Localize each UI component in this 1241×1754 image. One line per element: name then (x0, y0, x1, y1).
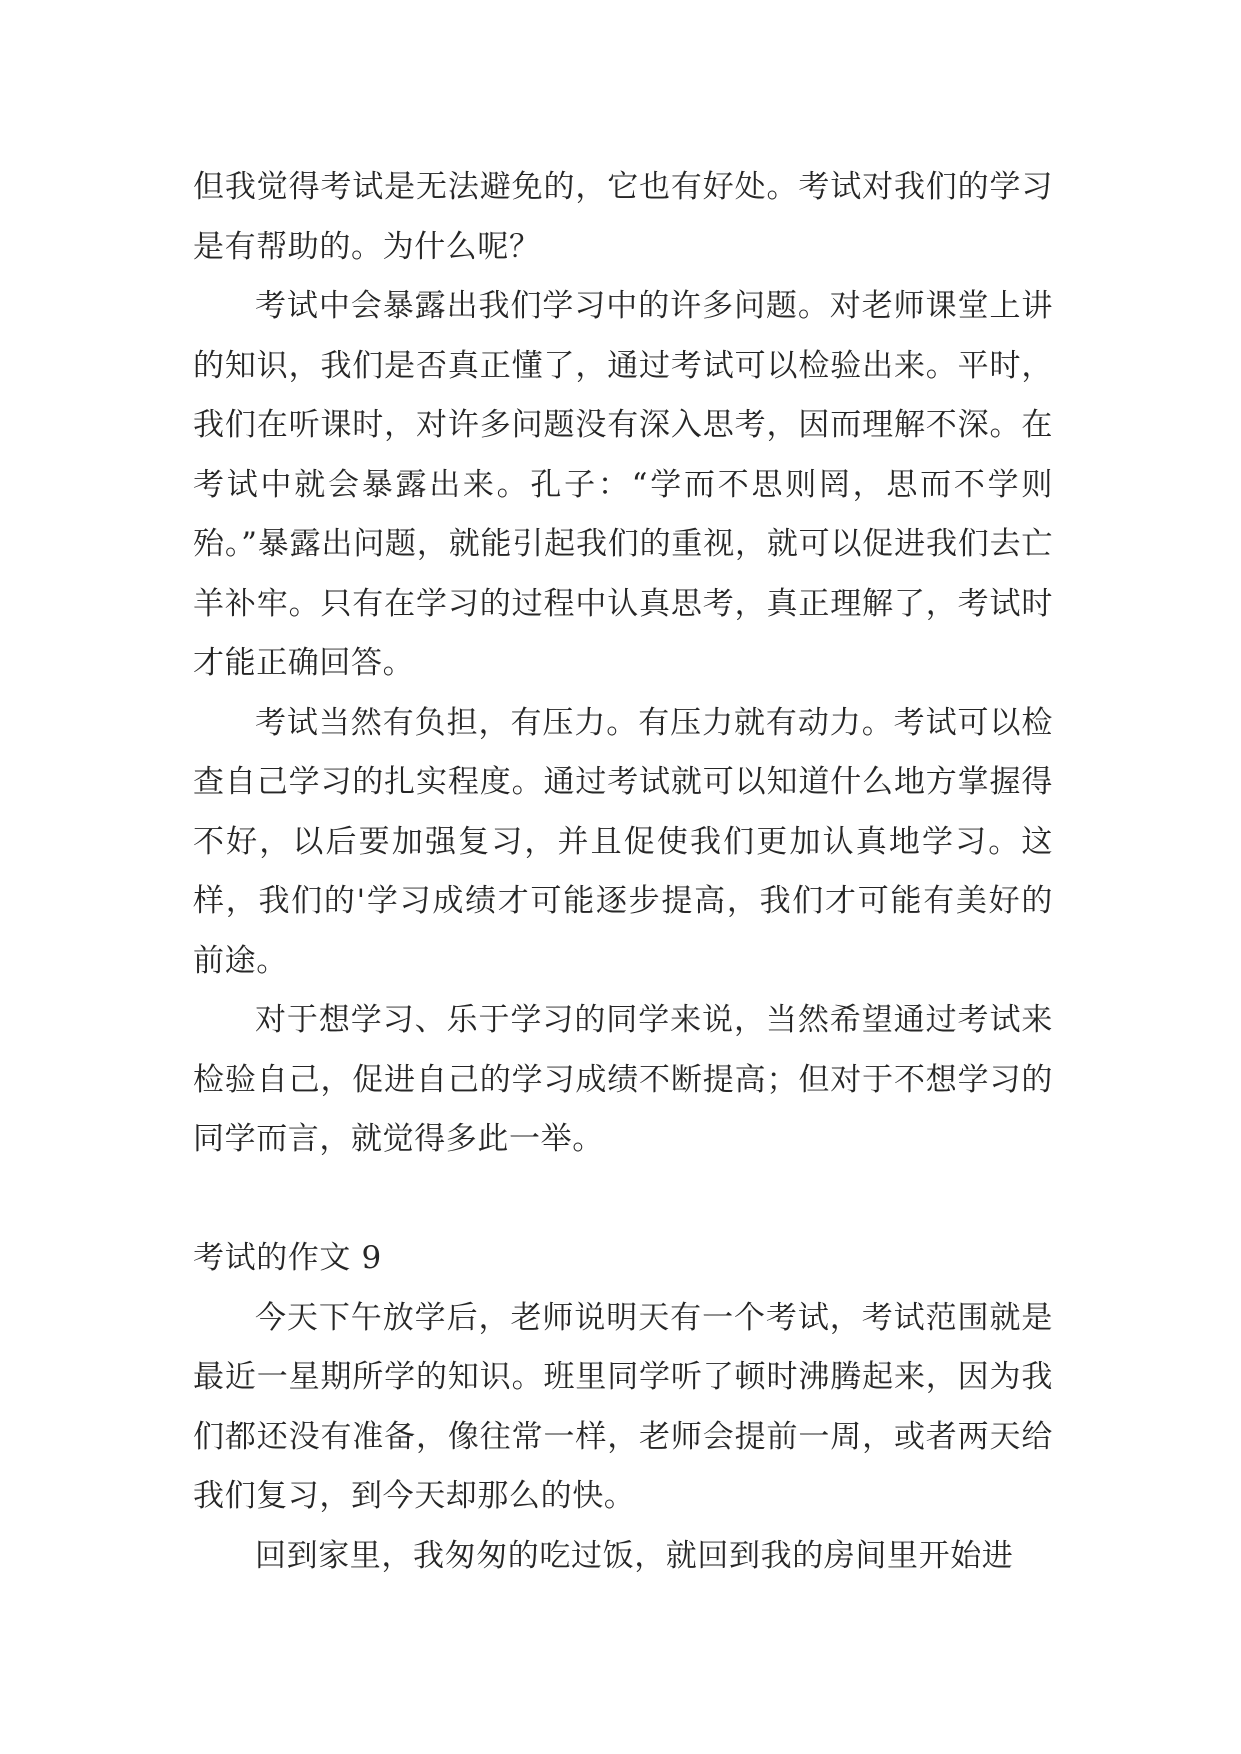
paragraph: 但我觉得考试是无法避免的，它也有好处。考试对我们的学习是有帮助的。为什么呢？ (193, 169, 1053, 265)
paragraph-spacer (193, 1170, 1053, 1230)
section-title: 考试的作文 9 (193, 1240, 382, 1276)
paragraph: 对于想学习、乐于学习的同学来说，当然希望通过考试来检验自己，促进自己的学习成绩不断提高；但对于不想学习的同学而言，就觉得多此一举。 (193, 1002, 1053, 1157)
paragraph: 今天下午放学后，老师说明天有一个考试，考试范围就是最近一星期所学的知识。班里同学听了顿时沸腾起来，因为我们都还没有准备，像往常一样，老师会提前一周，或者两天给我们复习，到今天却那么的快。 (193, 1299, 1053, 1514)
paragraph: 考试当然有负担，有压力。有压力就有动力。考试可以检查自己学习的扎实程度。通过考试就可以知道什么地方掌握得不好，以后要加强复习，并且促使我们更加认真地学习。这样，我们的'学习成绩才可能逐步提高，我们才可能有美好的前途。 (193, 704, 1053, 979)
paragraph: 考试中会暴露出我们学习中的许多问题。对老师课堂上讲的知识，我们是否真正懂了，通过考试可以检验出来。平时，我们在听课时，对许多问题没有深入思考，因而理解不深。在考试中就会暴露出来。孔子：“学而不思则罔，思而不学则殆。”暴露出问题，就能引起我们的重视，就可以促进我们去亡羊补牢。只有在学习的过程中认真思考，真正理解了，考试时才能正确回答。 (193, 288, 1053, 681)
document-page (193, 158, 1053, 1586)
paragraph: 回到家里，我匆匆的吃过饭，就回到我的房间里开始进 (255, 1537, 1014, 1574)
